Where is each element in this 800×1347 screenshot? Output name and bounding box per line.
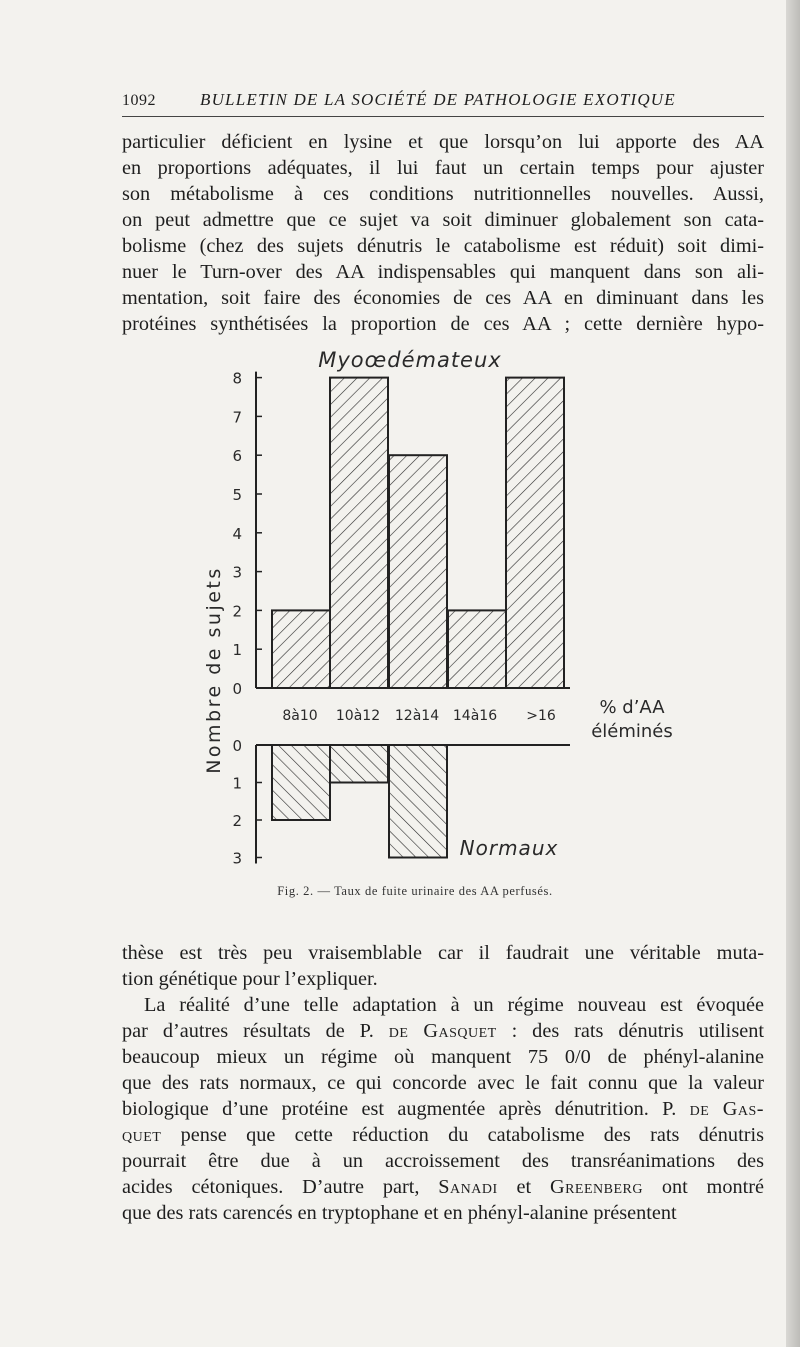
bar-normaux-8à10 [272, 745, 330, 820]
text-line: pourrait être due à un accroissement des transréanimations des [122, 1150, 764, 1172]
text-line: quet pense que cette réduction du catabolisme des rats dénutris [122, 1124, 764, 1146]
series-label-normaux: Normaux [459, 836, 559, 860]
text-line: que des rats normaux, ce qui concorde avec le fait connu que la valeur [122, 1072, 764, 1094]
bar-normaux-12à14 [389, 745, 447, 858]
category-label: 10à12 [335, 708, 381, 724]
author-name: Gas- [722, 1098, 764, 1120]
y-tick-label-upper: 4 [232, 524, 242, 543]
bar-myooedemateux-8à10 [272, 610, 330, 688]
header-rule [122, 116, 764, 117]
author-name: Gasquet [423, 1020, 497, 1042]
author-name: Greenberg [549, 1176, 643, 1198]
text-line: par d’autres résultats de P. de Gasquet : des rats dénutris utilisent [122, 1020, 764, 1042]
bar-myooedemateux-10à12 [330, 378, 388, 688]
text-line: bolisme (chez des sujets dénutris le catabolisme est réduit) soit dimi- [122, 235, 764, 257]
y-tick-label-lower: 2 [232, 812, 242, 830]
page-header [122, 88, 762, 114]
series-label-myooedemateux: Myoœdémateux [318, 348, 502, 372]
bar-myooedemateux->16 [506, 378, 564, 688]
author-name: Sanadi [438, 1176, 498, 1198]
page-number: 1092 [122, 92, 156, 109]
y-tick-label-upper: 3 [232, 563, 242, 582]
figure-caption: Fig. 2. — Taux de fuite urinaire des AA perfusés. [277, 884, 553, 898]
text-line: mentation, soit faire des économies de ces AA en diminuant dans les [122, 287, 764, 309]
category-label: 8à10 [282, 708, 318, 724]
text-line: en proportions adéquates, il lui faut un certain temps pour ajuster [122, 157, 764, 179]
y-tick-label-lower: 1 [232, 774, 242, 793]
running-title: BULLETIN DE LA SOCIÉTÉ DE PATHOLOGIE EXOTIQUE [200, 90, 676, 109]
y-tick-label-upper: 2 [232, 602, 242, 621]
y-tick-label-upper: 0 [232, 680, 242, 698]
text-line: nuer le Turn-over des AA indispensables qui manquent dans son ali- [122, 261, 764, 283]
text-line: on peut admettre que ce sujet va soit diminuer globalement son cata- [122, 209, 764, 231]
y-tick-label-upper: 1 [232, 641, 242, 660]
text-line: La réalité d’une telle adaptation à un régime nouveau est évoquée [144, 994, 764, 1016]
text-line: tion génétique pour l’expliquer. [122, 968, 378, 990]
text-line: acides cétoniques. D’autre part, Sanadi et Greenberg ont montré [122, 1176, 764, 1198]
bar-normaux-10à12 [330, 745, 388, 783]
category-label: 14à16 [452, 708, 498, 724]
author-name: quet [122, 1124, 162, 1146]
x-axis-label-line1: % d’AA [599, 697, 665, 718]
y-tick-label-upper: 7 [232, 408, 242, 427]
category-label: >16 [526, 708, 556, 724]
text-line: que des rats carencés en tryptophane et en phényl-alanine présentent [122, 1202, 677, 1224]
text-line: son métabolisme à ces conditions nutritionnelles nouvelles. Aussi, [122, 183, 764, 205]
text-line: thèse est très peu vraisemblable car il faudrait une véritable muta- [122, 942, 764, 964]
text-line: beaucoup mieux un régime où manquent 75 0/0 de phényl-alanine [122, 1046, 764, 1068]
text-line: protéines synthétisées la proportion de ces AA ; cette dernière hypo- [122, 313, 764, 335]
y-axis-title: Nombre de sujets [203, 566, 225, 774]
y-tick-label-upper: 6 [232, 447, 242, 466]
y-tick-label-lower: 0 [232, 737, 242, 755]
bar-myooedemateux-12à14 [389, 455, 447, 688]
text-line: biologique d’une protéine est augmentée après dénutrition. P. de Gas- [122, 1098, 764, 1120]
histogram-figure [0, 340, 800, 900]
y-tick-label-upper: 8 [232, 369, 242, 388]
y-tick-label-lower: 3 [232, 849, 242, 868]
text-line: particulier déficient en lysine et que lorsqu’on lui apporte des AA [122, 131, 764, 153]
y-tick-label-upper: 5 [232, 486, 242, 504]
x-axis-label-line2: éléminés [591, 721, 673, 742]
bar-myooedemateux-14à16 [448, 610, 506, 688]
category-label: 12à14 [394, 708, 440, 724]
